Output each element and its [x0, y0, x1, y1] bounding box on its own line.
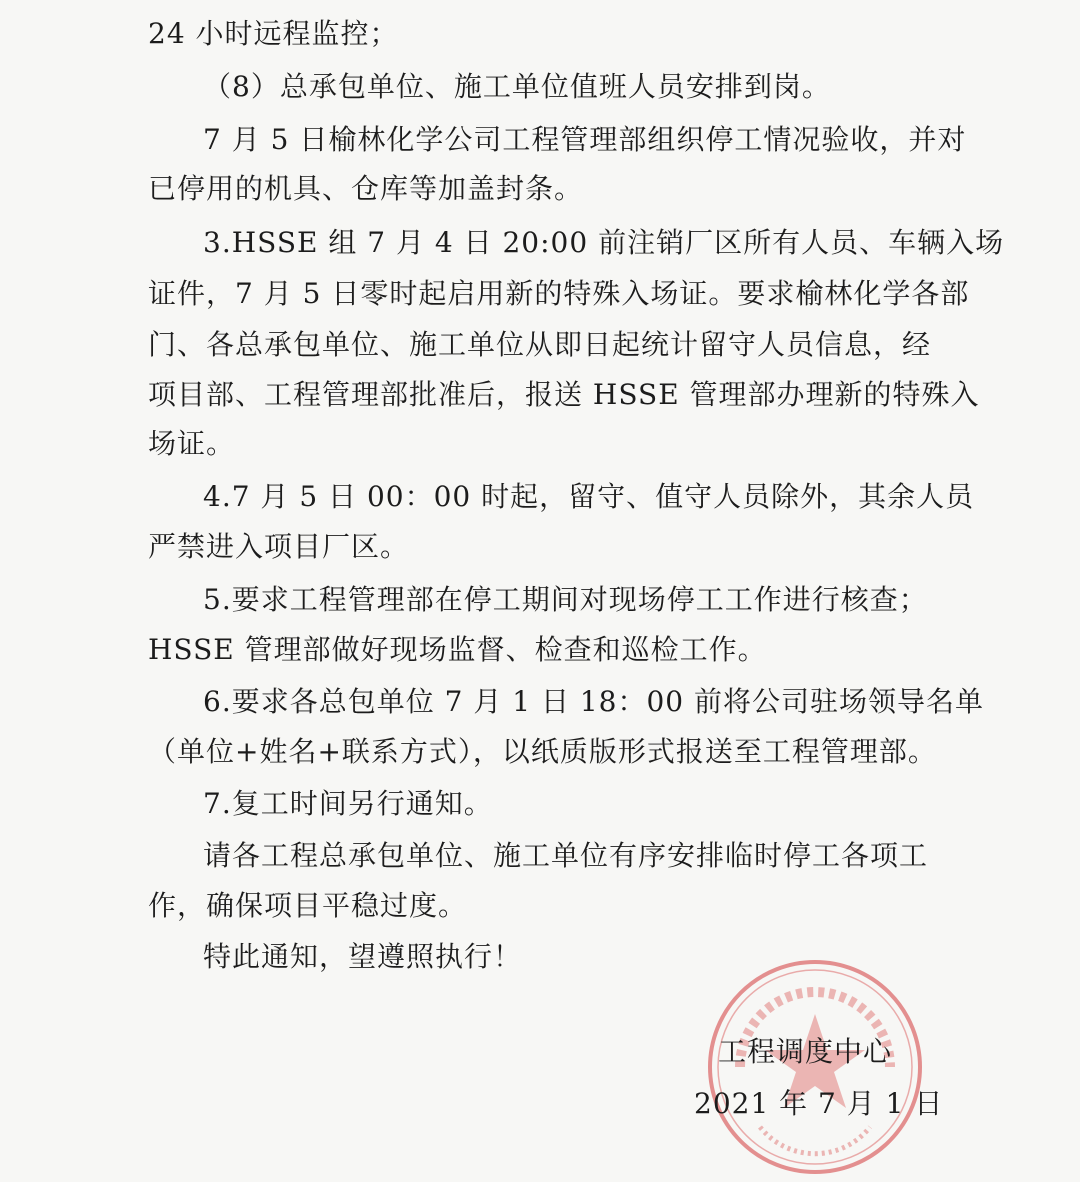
text-line: 6.要求各总包单位 7 月 1 日 18：00 前将公司驻场领导名单 — [203, 685, 985, 718]
text-line: 请各工程总承包单位、施工单位有序安排临时停工各项工 — [203, 839, 929, 872]
text-line: 7.复工时间另行通知。 — [203, 787, 493, 820]
text-line: HSSE 管理部做好现场监督、检查和巡检工作。 — [148, 633, 767, 666]
text-line: 4.7 月 5 日 00：00 时起，留守、值守人员除外，其余人员 — [203, 480, 975, 513]
issue-date: 2021 年 7 月 1 日 — [694, 1087, 944, 1120]
text-line: 证件，7 月 5 日零时起启用新的特殊入场证。要求榆林化学各部 — [148, 277, 970, 310]
text-line: 24 小时远程监控； — [148, 17, 399, 50]
text-line: 门、各总承包单位、施工单位从即日起统计留守人员信息，经 — [148, 328, 932, 361]
text-line: 场证。 — [148, 427, 236, 460]
text-line: 已停用的机具、仓库等加盖封条。 — [148, 172, 584, 205]
text-line: 项目部、工程管理部批准后，报送 HSSE 管理部办理新的特殊入 — [148, 378, 980, 411]
text-line: 特此通知，望遵照执行！ — [203, 940, 523, 973]
text-line: （单位+姓名+联系方式），以纸质版形式报送至工程管理部。 — [148, 735, 937, 768]
text-line: 作，确保项目平稳过度。 — [148, 889, 468, 922]
issuing-department: 工程调度中心 — [718, 1035, 893, 1068]
text-line: 7 月 5 日榆林化学公司工程管理部组织停工情况验收，并对 — [203, 123, 967, 156]
text-line: 3.HSSE 组 7 月 4 日 20:00 前注销厂区所有人员、车辆入场 — [203, 226, 1005, 259]
text-line: 严禁进入项目厂区。 — [148, 530, 410, 563]
text-line: （8）总承包单位、施工单位值班人员安排到岗。 — [203, 70, 831, 103]
text-line: 5.要求工程管理部在停工期间对现场停工工作进行核查； — [203, 583, 928, 616]
